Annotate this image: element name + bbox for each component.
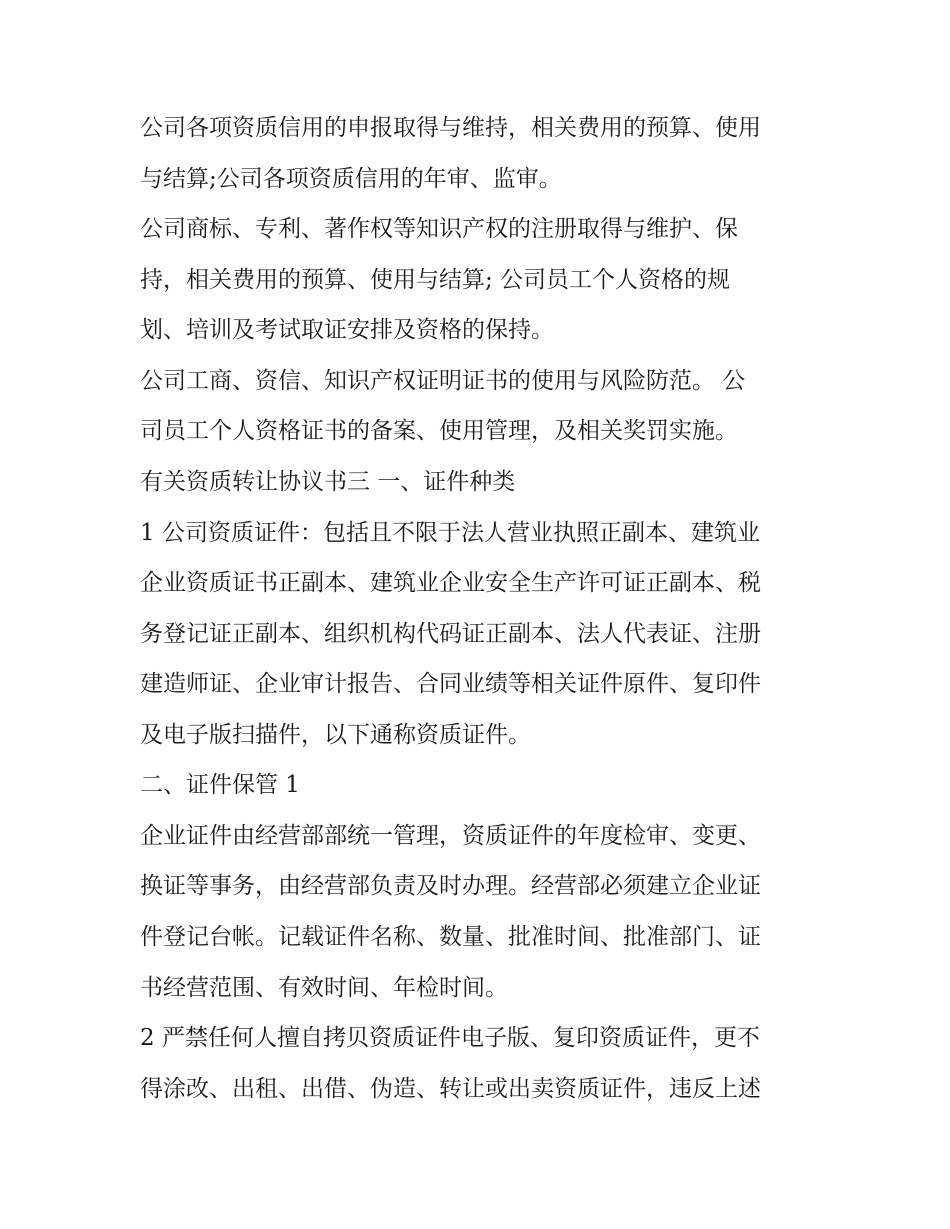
text-line: 企业资质证书正副本、建筑业企业安全生产许可证正副本、税 [140, 570, 761, 596]
text-line: 换证等事务，由经营部负责及时办理。经营部必须建立企业证 [140, 873, 761, 899]
text-line: 有关资质转让协议书三 一、证件种类 [140, 469, 516, 495]
text-line: 1 公司资质证件：包括且不限于法人营业执照正副本、建筑业 [140, 520, 760, 546]
text-line: 与结算;公司各项资质信用的年审、监审。 [140, 166, 562, 192]
text-line: 及电子版扫描件，以下通称资质证件。 [140, 722, 531, 748]
text-line: 持，相关费用的预算、使用与结算; 公司员工个人资格的规 [140, 267, 731, 293]
text-line: 公司各项资质信用的申报取得与维持，相关费用的预算、使用 [140, 115, 761, 141]
text-line: 2 严禁任何人擅自拷贝资质证件电子版、复印资质证件，更不 [140, 1025, 760, 1051]
text-line: 建造师证、企业审计报告、合同业绩等相关证件原件、复印件 [140, 671, 761, 697]
text-line: 企业证件由经营部部统一管理，资质证件的年度检审、变更、 [140, 823, 761, 849]
text-line: 务登记证正副本、组织机构代码证正副本、法人代表证、注册 [140, 621, 761, 647]
text-line: 划、培训及考试取证安排及资格的保持。 [140, 317, 554, 343]
text-line: 得涂改、出租、出借、伪造、转让或出卖资质证件，违反上述 [140, 1076, 761, 1102]
text-line: 公司工商、资信、知识产权证明证书的使用与风险防范。 公 [140, 368, 746, 394]
text-line: 书经营范围、有效时间、年检时间。 [140, 975, 508, 1001]
text-line: 件登记台帐。记载证件名称、数量、批准时间、批准部门、证 [140, 924, 761, 950]
text-line: 司员工个人资格证书的备案、使用管理，及相关奖罚实施。 [140, 418, 738, 444]
text-line: 公司商标、专利、著作权等知识产权的注册取得与维护、保 [140, 216, 738, 242]
text-line: 二、证件保管 1 [140, 772, 300, 798]
